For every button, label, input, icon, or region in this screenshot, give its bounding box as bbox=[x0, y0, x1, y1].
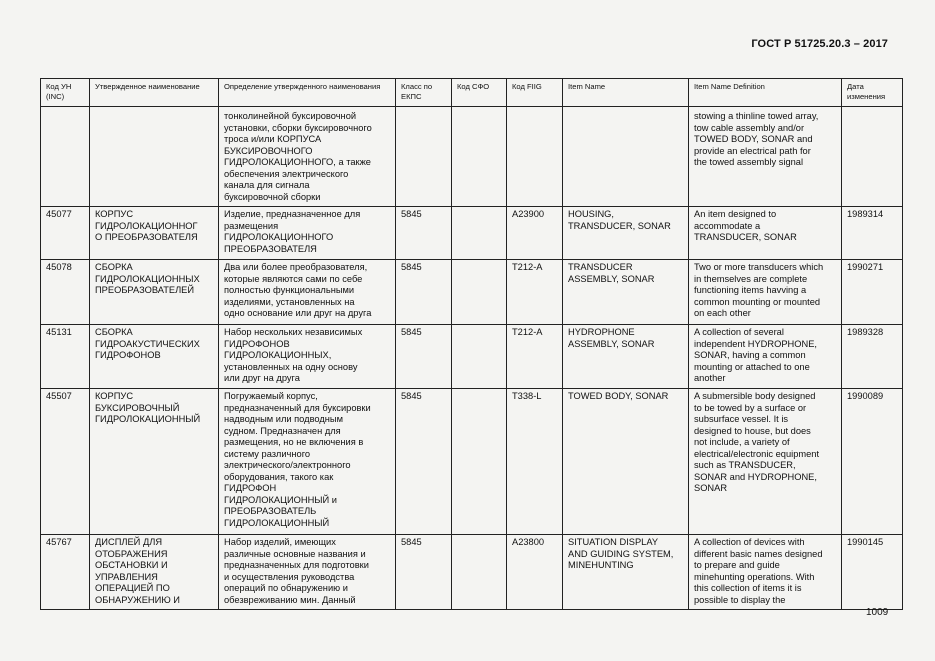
cell-sfo bbox=[452, 535, 507, 610]
cell-sfo bbox=[452, 389, 507, 535]
cell-item-name: SITUATION DISPLAY AND GUIDING SYSTEM, MINEHUNTING bbox=[563, 535, 689, 610]
standard-title: ГОСТ Р 51725.20.3 – 2017 bbox=[751, 38, 888, 50]
column-header-date: Дата изменения bbox=[842, 79, 903, 107]
cell-date: 1990089 bbox=[842, 389, 903, 535]
cell-item-name: TOWED BODY, SONAR bbox=[563, 389, 689, 535]
cell-date: 1990271 bbox=[842, 260, 903, 325]
cell-definition: Изделие, предназначенное для размещения ГИДРОЛОКАЦИОННОГО ПРЕОБРАЗОВАТЕЛЯ bbox=[219, 207, 396, 260]
cell-item-definition: stowing a thinline towed array, tow cable assembly and/or TOWED BODY, SONAR and provide an electrical path for the towed assembly signal bbox=[689, 107, 842, 207]
cell-name: СБОРКА ГИДРОАКУСТИЧЕСКИХ ГИДРОФОНОВ bbox=[90, 325, 219, 389]
cell-item-name: HYDROPHONE ASSEMBLY, SONAR bbox=[563, 325, 689, 389]
cell-date: 1989314 bbox=[842, 207, 903, 260]
catalog-table bbox=[40, 78, 903, 610]
cell-fiig: T338-L bbox=[507, 389, 563, 535]
cell-fiig: A23800 bbox=[507, 535, 563, 610]
table-row bbox=[41, 260, 903, 325]
cell-item-name bbox=[563, 107, 689, 207]
column-header-inc: Код УН (INC) bbox=[41, 79, 90, 107]
column-header-item-name: Item Name bbox=[563, 79, 689, 107]
cell-name: СБОРКА ГИДРОЛОКАЦИОННЫХ ПРЕОБРАЗОВАТЕЛЕЙ bbox=[90, 260, 219, 325]
cell-sfo bbox=[452, 107, 507, 207]
cell-sfo bbox=[452, 260, 507, 325]
cell-definition: Погружаемый корпус, предназначенный для буксировки надводным или подводным судном. Предназначен для размещения, но не включения в систему различного электрического/электронного оборудования, такого как ГИДРОФОН ГИДРОЛОКАЦИОННЫЙ и ПРЕОБРАЗОВАТЕЛЬ ГИДРОЛОКАЦИОННЫЙ bbox=[219, 389, 396, 535]
page-number: 1009 bbox=[866, 607, 889, 618]
cell-ekps: 5845 bbox=[396, 260, 452, 325]
cell-item-definition: A collection of several independent HYDROPHONE, SONAR, having a common mounting or attached to one another bbox=[689, 325, 842, 389]
cell-ekps: 5845 bbox=[396, 207, 452, 260]
cell-fiig: A23900 bbox=[507, 207, 563, 260]
cell-inc bbox=[41, 107, 90, 207]
cell-ekps: 5845 bbox=[396, 325, 452, 389]
cell-ekps bbox=[396, 107, 452, 207]
cell-definition: Набор нескольких независимых ГИДРОФОНОВ ГИДРОЛОКАЦИОННЫХ, установленных на одну основу или друг на друга bbox=[219, 325, 396, 389]
column-header-ekps: Класс по ЕКПС bbox=[396, 79, 452, 107]
cell-sfo bbox=[452, 207, 507, 260]
cell-item-definition: A submersible body designed to be towed by a surface or subsurface vessel. It is designed to house, but does not include, a variety of electrical/electronic equipment such as TRANSDUCER, SONAR and HYDROPHONE, SONAR bbox=[689, 389, 842, 535]
cell-inc: 45507 bbox=[41, 389, 90, 535]
cell-inc: 45131 bbox=[41, 325, 90, 389]
column-header-fiig: Код FIIG bbox=[507, 79, 563, 107]
cell-sfo bbox=[452, 325, 507, 389]
cell-inc: 45078 bbox=[41, 260, 90, 325]
cell-item-definition: An item designed to accommodate a TRANSDUCER, SONAR bbox=[689, 207, 842, 260]
cell-definition: тонколинейной буксировочной установки, сборки буксировочного троса и/или КОРПУСА БУКСИРОВОЧНОГО ГИДРОЛОКАЦИОННОГО, а также обеспечения электрического канала для сигнала буксировочной сборки bbox=[219, 107, 396, 207]
cell-inc: 45077 bbox=[41, 207, 90, 260]
cell-item-name: TRANSDUCER ASSEMBLY, SONAR bbox=[563, 260, 689, 325]
cell-name: КОРПУС ГИДРОЛОКАЦИОННОГ О ПРЕОБРАЗОВАТЕЛЯ bbox=[90, 207, 219, 260]
table-header-row bbox=[41, 79, 903, 107]
cell-name: КОРПУС БУКСИРОВОЧНЫЙ ГИДРОЛОКАЦИОННЫЙ bbox=[90, 389, 219, 535]
cell-definition: Набор изделий, имеющих различные основные названия и предназначенных для подготовки и осуществления руководства операций по обнаружению и обезвреживанию мин. Данный bbox=[219, 535, 396, 610]
column-header-sfo: Код СФО bbox=[452, 79, 507, 107]
table-row bbox=[41, 535, 903, 610]
table-row bbox=[41, 107, 903, 207]
cell-fiig: T212-A bbox=[507, 325, 563, 389]
cell-definition: Два или более преобразователя, которые являются сами по себе полностью функциональными изделиями, установленных на одно основание или друг на друга bbox=[219, 260, 396, 325]
column-header-definition: Определение утвержденного наименования bbox=[219, 79, 396, 107]
cell-item-name: HOUSING, TRANSDUCER, SONAR bbox=[563, 207, 689, 260]
cell-fiig: T212-A bbox=[507, 260, 563, 325]
cell-fiig bbox=[507, 107, 563, 207]
cell-name bbox=[90, 107, 219, 207]
cell-date: 1989328 bbox=[842, 325, 903, 389]
cell-name: ДИСПЛЕЙ ДЛЯ ОТОБРАЖЕНИЯ ОБСТАНОВКИ И УПРАВЛЕНИЯ ОПЕРАЦИЕЙ ПО ОБНАРУЖЕНИЮ И bbox=[90, 535, 219, 610]
cell-ekps: 5845 bbox=[396, 389, 452, 535]
cell-ekps: 5845 bbox=[396, 535, 452, 610]
cell-inc: 45767 bbox=[41, 535, 90, 610]
cell-item-definition: A collection of devices with different basic names designed to prepare and guide minehunting operations. With this collection of items it is possible to display the bbox=[689, 535, 842, 610]
cell-item-definition: Two or more transducers which in themselves are complete functioning items havving a common mounting or mounted on each other bbox=[689, 260, 842, 325]
table-row bbox=[41, 325, 903, 389]
column-header-name: Утвержденное наименование bbox=[90, 79, 219, 107]
cell-date: 1990145 bbox=[842, 535, 903, 610]
table-row bbox=[41, 389, 903, 535]
column-header-item-definition: Item Name Definition bbox=[689, 79, 842, 107]
table-row bbox=[41, 207, 903, 260]
cell-date bbox=[842, 107, 903, 207]
